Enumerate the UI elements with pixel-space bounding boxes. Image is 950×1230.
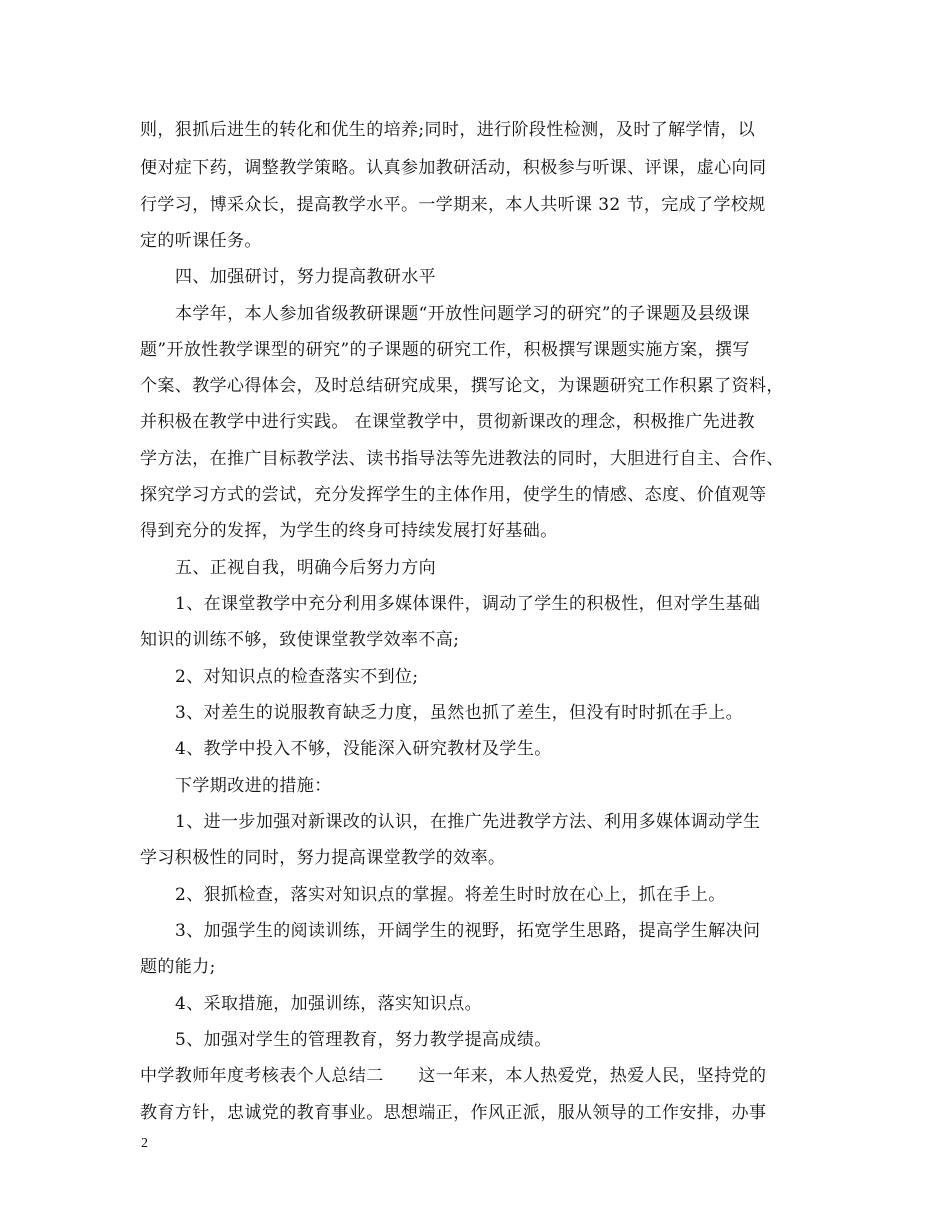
list-item: 2、狠抓检查，落实对知识点的掌握。将差生时时放在心上，抓在手上。 [175, 885, 726, 905]
text-line: 得到充分的发挥，为学生的终身可持续发展打好基础。 [140, 521, 558, 541]
text-line: 行学习，博采众长，提高教学水平。一学期来，本人共听课 32 节，完成了学校规 [140, 195, 766, 215]
list-item: 4、采取措施，加强训练，落实知识点。 [175, 994, 483, 1014]
text-line: 探究学习方式的尝试，充分发挥学生的主体作用，使学生的情感、态度、价值观等 [140, 485, 767, 505]
list-item: 5、加强对学生的管理教育，努力教学提高成绩。 [175, 1030, 552, 1050]
section-heading: 四、加强研讨，努力提高教研水平 [175, 267, 436, 287]
subheading: 下学期改进的措施： [175, 776, 332, 796]
list-item: 3、对差生的说服教育缺乏力度，虽然也抓了差生，但没有时时抓在手上。 [175, 703, 744, 723]
list-item: 1、在课堂教学中充分利用多媒体课件，调动了学生的积极性，但对学生基础 [175, 594, 761, 614]
list-item: 4、教学中投入不够，没能深入研究教材及学生。 [175, 739, 552, 759]
text-line: 则，狠抓后进生的转化和优生的培养;同时，进行阶段性检测，及时了解学情，以 [140, 120, 756, 140]
text-line: 学习积极性的同时，努力提高课堂教学的效率。 [140, 848, 506, 868]
list-item: 3、加强学生的阅读训练，开阔学生的视野，拓宽学生思路，提高学生解决问 [175, 921, 761, 941]
list-item: 1、进一步加强对新课改的认识，在推广先进教学方法、利用多媒体调动学生 [175, 812, 761, 832]
text-line: 学方法，在推广目标教学法、读书指导法等先进教法的同时，大胆进行自主、合作、 [140, 449, 784, 469]
text-line: 教育方针，忠诚党的教育事业。思想端正，作风正派，服从领导的工作安排，办事 [140, 1103, 767, 1123]
text-line: 中学教师年度考核表个人总结二 这一年来，本人热爱党，热爱人民，坚持党的 [140, 1066, 767, 1086]
text-line: 题的能力; [140, 957, 216, 977]
list-item: 2、对知识点的检查落实不到位; [175, 667, 419, 687]
text-line: 便对症下药，调整教学策略。认真参加教研活动，积极参与听课、评课，虚心向同 [140, 158, 767, 178]
text-line: 题”开放性教学课型的研究”的子课题的研究工作，积极撰写课题实施方案，撰写 [140, 340, 750, 360]
text-line: 个案、教学心得体会，及时总结研究成果，撰写论文，为课题研究工作积累了资料， [140, 376, 784, 396]
text-line: 并积极在教学中进行实践。 在课堂教学中，贯彻新课改的理念，积极推广先进教 [140, 412, 755, 432]
text-line: 定的听课任务。 [140, 231, 262, 251]
text-line: 本学年，本人参加省级教研课题“开放性问题学习的研究”的子课题及县级课 [175, 304, 750, 324]
text-line: 知识的训练不够，致使课堂教学效率不高; [140, 630, 460, 650]
section-heading: 五、正视自我，明确今后努力方向 [175, 558, 436, 578]
page-number: 2 [141, 1136, 148, 1151]
